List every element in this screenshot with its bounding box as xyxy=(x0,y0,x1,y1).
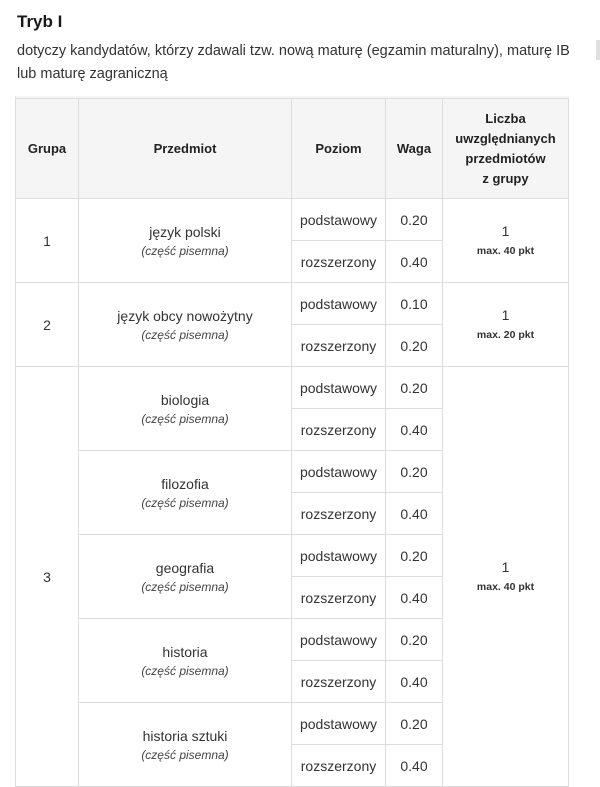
group-number: 2 xyxy=(16,283,79,367)
subject-note: (część pisemna) xyxy=(141,663,229,678)
weight-cell: 0.40 xyxy=(386,745,443,787)
subject-cell xyxy=(79,283,292,367)
weight-cell: 0.20 xyxy=(386,451,443,493)
table-row xyxy=(16,283,569,325)
level-cell: rozszerzony xyxy=(292,577,386,619)
table-header-row xyxy=(16,99,569,199)
weight-cell: 0.20 xyxy=(386,619,443,661)
header-count-line: uwzględnianych xyxy=(455,130,556,146)
level-cell: rozszerzony xyxy=(292,325,386,367)
section-description: dotyczy kandydatów, którzy zdawali tzw. nową maturę (egzamin maturalny), maturę IB lub maturę zagraniczną xyxy=(17,43,570,82)
weight-cell: 0.40 xyxy=(386,661,443,703)
level-cell: rozszerzony xyxy=(292,661,386,703)
level-cell: podstawowy xyxy=(292,367,386,409)
level-cell: podstawowy xyxy=(292,535,386,577)
weight-cell: 0.40 xyxy=(386,577,443,619)
level-cell: podstawowy xyxy=(292,703,386,745)
subject-note: (część pisemna) xyxy=(141,579,229,594)
weight-cell: 0.20 xyxy=(386,199,443,241)
count-max: max. 20 pkt xyxy=(476,328,535,341)
subject-name: historia xyxy=(162,643,208,660)
count-value: 1 xyxy=(501,306,510,323)
weight-cell: 0.10 xyxy=(386,283,443,325)
level-cell: podstawowy xyxy=(292,199,386,241)
header-count-line: Liczba xyxy=(485,110,526,126)
weights-table xyxy=(15,98,569,787)
subject-note: (część pisemna) xyxy=(141,495,229,510)
group-number: 1 xyxy=(16,199,79,283)
subject-note: (część pisemna) xyxy=(141,327,229,342)
count-value: 1 xyxy=(501,558,510,575)
header-count-line: przedmiotów xyxy=(465,150,546,166)
subject-cell xyxy=(79,367,292,451)
header-subject: Przedmiot xyxy=(79,99,292,199)
subject-cell xyxy=(79,451,292,535)
scrollbar-edge xyxy=(596,40,600,60)
weight-cell: 0.20 xyxy=(386,367,443,409)
section-title: Tryb I xyxy=(17,12,63,31)
subject-note: (część pisemna) xyxy=(141,411,229,426)
header-weight: Waga xyxy=(386,99,443,199)
level-cell: podstawowy xyxy=(292,619,386,661)
level-cell: rozszerzony xyxy=(292,493,386,535)
level-cell: podstawowy xyxy=(292,283,386,325)
subject-note: (część pisemna) xyxy=(141,747,229,762)
weight-cell: 0.20 xyxy=(386,535,443,577)
count-cell xyxy=(443,199,569,283)
header-level: Poziom xyxy=(292,99,386,199)
subject-cell xyxy=(79,535,292,619)
count-max: max. 40 pkt xyxy=(476,244,535,257)
count-max: max. 40 pkt xyxy=(476,580,535,593)
subject-name: biologia xyxy=(160,391,210,408)
level-cell: rozszerzony xyxy=(292,241,386,283)
count-cell xyxy=(443,367,569,787)
header-count-line: z grupy xyxy=(482,170,529,186)
subject-note: (część pisemna) xyxy=(141,243,229,258)
table-row xyxy=(16,199,569,241)
level-cell: rozszerzony xyxy=(292,409,386,451)
group-number: 3 xyxy=(16,367,79,787)
subject-cell xyxy=(79,619,292,703)
level-cell: podstawowy xyxy=(292,451,386,493)
count-cell xyxy=(443,283,569,367)
subject-cell xyxy=(79,703,292,787)
count-value: 1 xyxy=(501,222,510,239)
table-row xyxy=(16,367,569,409)
weight-cell: 0.20 xyxy=(386,325,443,367)
subject-name: język obcy nowożytny xyxy=(117,307,253,324)
subject-name: historia sztuki xyxy=(142,727,228,744)
header-count xyxy=(443,99,569,199)
subject-name: filozofia xyxy=(161,475,209,492)
header-group: Grupa xyxy=(16,99,79,199)
weight-cell: 0.40 xyxy=(386,241,443,283)
weight-cell: 0.40 xyxy=(386,409,443,451)
subject-cell xyxy=(79,199,292,283)
level-cell: rozszerzony xyxy=(292,745,386,787)
subject-name: geografia xyxy=(155,559,215,576)
subject-name: język polski xyxy=(149,223,221,240)
weight-cell: 0.40 xyxy=(386,493,443,535)
weight-cell: 0.20 xyxy=(386,703,443,745)
